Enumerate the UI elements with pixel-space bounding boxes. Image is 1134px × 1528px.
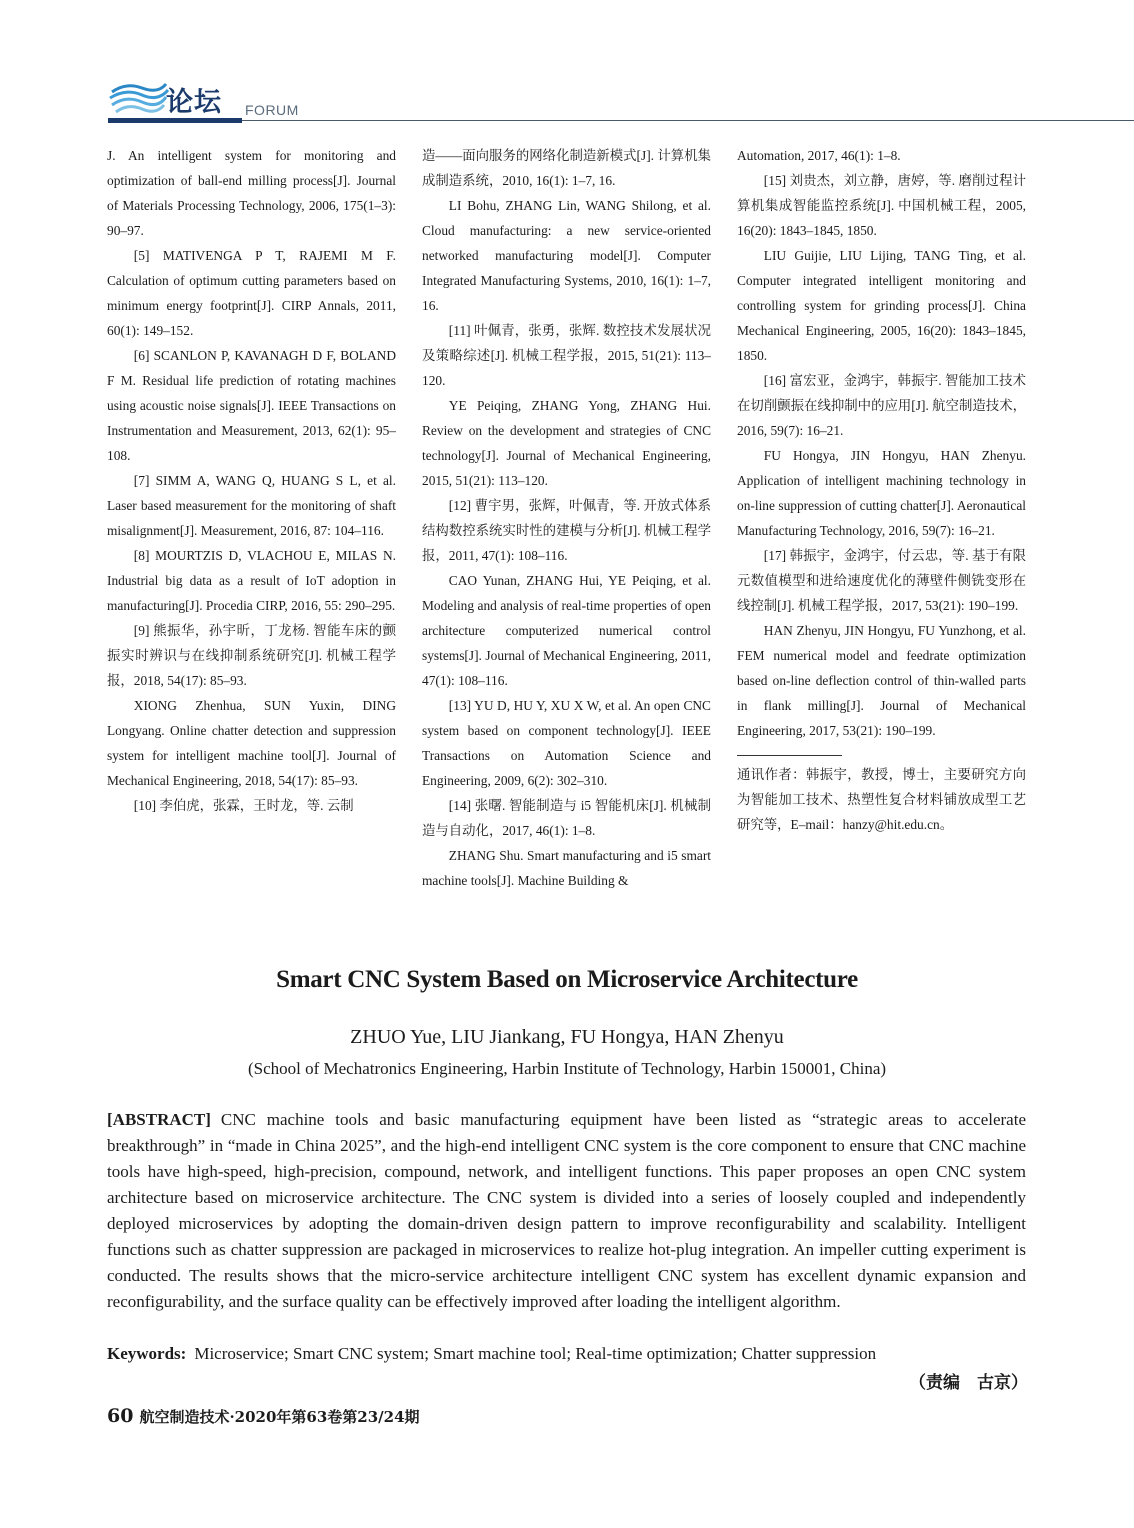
reference-entry: [16] 富宏亚，金鸿宇，韩振宇. 智能加工技术在切削颤振在线抑制中的应用[J]. 航空制造技术，2016, 59(7): 16–21. (737, 373, 1026, 438)
keywords-line (107, 1341, 1026, 1367)
reference-column-2 (422, 143, 711, 893)
reference-entry: [17] 韩振宇，金鸿宇，付云忠，等. 基于有限元数值模型和进给速度优化的薄壁件侧铣变形在线控制[J]. 机械工程学报，2017, 53(21): 190–199. (737, 548, 1026, 613)
section-subtitle: FORUM (245, 102, 299, 118)
header-rule-thin (242, 120, 1134, 121)
reference-entry: [14] 张曙. 智能制造与 i5 智能机床[J]. 机械制造与自动化，2017, 46(1): 1–8. (422, 798, 711, 838)
reference-entry: CAO Yunan, ZHANG Hui, YE Peiqing, et al. Modeling and analysis of real-time properties of open architecture computerized numerical control systems[J]. Journal of Mechanical Engineering, 2011, 47(1): 108–116. (422, 573, 711, 688)
reference-entry: ZHANG Shu. Smart manufacturing and i5 smart machine tools[J]. Machine Building & (422, 848, 711, 888)
reference-entry: [8] MOURTZIS D, VLACHOU E, MILAS N. Industrial big data as a result of IoT adoption in manufacturing[J]. Procedia CIRP, 2016, 55: 290–295. (107, 548, 396, 613)
reference-entry: LIU Guijie, LIU Lijing, TANG Ting, et al. Computer integrated intelligent monitoring and controlling system for grinding process[J]. China Mechanical Engineering, 2005, 16(20): 1843–1845, 1850. (737, 248, 1026, 363)
reference-entry: J. An intelligent system for monitoring and optimization of ball-end milling process[J]. Journal of Materials Processing Technology, 2006, 175(1–3): 90–97. (107, 148, 396, 238)
reference-column-3 (737, 143, 1026, 837)
abstract-paragraph (107, 1107, 1026, 1315)
page-number: 60 (107, 1405, 134, 1427)
keywords-label: Keywords: (107, 1344, 187, 1363)
reference-entry: [10] 李伯虎，张霖，王时龙，等. 云制 (133, 798, 354, 813)
reference-entry: HAN Zhenyu, JIN Hongyu, FU Yunzhong, et al. FEM numerical model and feedrate optimization based on-line deflection control of thin-walled parts in flank milling[J]. Journal of Mechanical Engineering, 2017, 53(21): 190–199. (737, 623, 1026, 738)
page-footer (107, 1405, 420, 1427)
reference-entry: [11] 叶佩青，张勇，张辉. 数控技术发展状况及策略综述[J]. 机械工程学报，2015, 51(21): 113–120. (422, 323, 711, 388)
keywords-text: Microservice; Smart CNC system; Smart machine tool; Real-time optimization; Chatter suppression (194, 1344, 877, 1363)
reference-entry: Automation, 2017, 46(1): 1–8. (737, 148, 901, 163)
page-header (0, 70, 1134, 130)
reference-entry: LI Bohu, ZHANG Lin, WANG Shilong, et al. Cloud manufacturing: a new service-oriented networked manufacturing model[J]. Computer Integrated Manufacturing Systems, 2010, 16(1): 1–7, 16. (422, 198, 711, 313)
reference-entry: 造——面向服务的网络化制造新模式[J]. 计算机集成制造系统，2010, 16(1): 1–7, 16. (422, 148, 711, 188)
reference-entry: XIONG Zhenhua, SUN Yuxin, DING Longyang. Online chatter detection and suppression system for intelligent machine tool[J]. Journal of Mechanical Engineering, 2018, 54(17): 85–93. (107, 698, 396, 788)
reference-entry: [9] 熊振华，孙宇昕，丁龙杨. 智能车床的颤振实时辨识与在线抑制系统研究[J]. 机械工程学报，2018, 54(17): 85–93. (107, 623, 396, 688)
paper-affiliation: (School of Mechatronics Engineering, Harbin Institute of Technology, Harbin 150001, China) (247, 1059, 887, 1078)
abstract-text: CNC machine tools and basic manufacturing equipment have been listed as “strategic areas to accelerate breakthrough” in “made in China 2025”, and the high-end intelligent CNC system is the core component to ensure that CNC machine tools have high-speed, high-precision, compound, network, and intelligent functions. This paper proposes an open CNC system architecture based on microservice architecture. The CNC system is divided into a series of loosely coupled and independently deployed microservices by adopting the domain-driven design pattern to improve reconfigurability and scalability. Intelligent functions such as chatter suppression are packaged in microservices to realize hot-plug integration. An impeller cutting experiment is conducted. The results shows that the micro-service architecture intelligent CNC system has excellent dynamic expansion and reconfigurability, and the surface quality can be effectively improved after loading the intelligent algorithm. (107, 1110, 1026, 1311)
reference-entry: YE Peiqing, ZHANG Yong, ZHANG Hui. Review on the development and strategies of CNC technology[J]. Journal of Mechanical Engineering, 2015, 51(21): 113–120. (422, 398, 711, 488)
abstract-label: [ABSTRACT] (107, 1110, 211, 1129)
reference-entry: [7] SIMM A, WANG Q, HUANG S L, et al. Laser based measurement for the monitoring of shaft misalignment[J]. Measurement, 2016, 87: 104–116. (107, 473, 396, 538)
reference-entry: FU Hongya, JIN Hongyu, HAN Zhenyu. Application of intelligent machining technology in on-line suppression of cutting chatter[J]. Aeronautical Manufacturing Technology, 2016, 59(7): 16–21. (737, 448, 1026, 538)
editor-credit: （责编 古京） (909, 1373, 1028, 1393)
reference-entry: [5] MATIVENGA P T, RAJEMI M F. Calculation of optimum cutting parameters based on minimum energy footprint[J]. CIRP Annals, 2011, 60(1): 149–152. (107, 248, 396, 338)
corresponding-author-note: 通讯作者：韩振宇，教授，博士，主要研究方向为智能加工技术、热塑性复合材料铺放成型工艺研究等，E–mail：hanzy@hit.edu.cn。 (737, 767, 1026, 832)
wave-logo-icon (108, 78, 170, 118)
header-rule-thick (108, 118, 242, 123)
reference-entry: [6] SCANLON P, KAVANAGH D F, BOLAND F M. Residual life prediction of rotating machines using acoustic noise signals[J]. IEEE Transactions on Instrumentation and Measurement, 2013, 62(1): 95–108. (107, 348, 396, 463)
section-title: 论坛 (166, 87, 222, 118)
footnote-rule (737, 755, 842, 756)
reference-entry: [15] 刘贵杰，刘立静，唐婷，等. 磨削过程计算机集成智能监控系统[J]. 中国机械工程，2005, 16(20): 1843–1845, 1850. (737, 173, 1026, 238)
paper-title: Smart CNC System Based on Microservice Architecture (276, 966, 858, 993)
paper-authors: ZHUO Yue, LIU Jiankang, FU Hongya, HAN Zhenyu (350, 1026, 784, 1048)
reference-column-1 (107, 143, 396, 818)
reference-entry: [12] 曹宇男，张辉，叶佩青，等. 开放式体系结构数控系统实时性的建模与分析[J]. 机械工程学报，2011, 47(1): 108–116. (422, 498, 711, 563)
journal-name: 航空制造技术·2020年第63卷第23/24期 (139, 1408, 420, 1426)
reference-entry: [13] YU D, HU Y, XU X W, et al. An open CNC system based on component technology[J]. IEEE Transactions on Automation Science and Engineering, 2009, 6(2): 302–310. (422, 698, 711, 788)
